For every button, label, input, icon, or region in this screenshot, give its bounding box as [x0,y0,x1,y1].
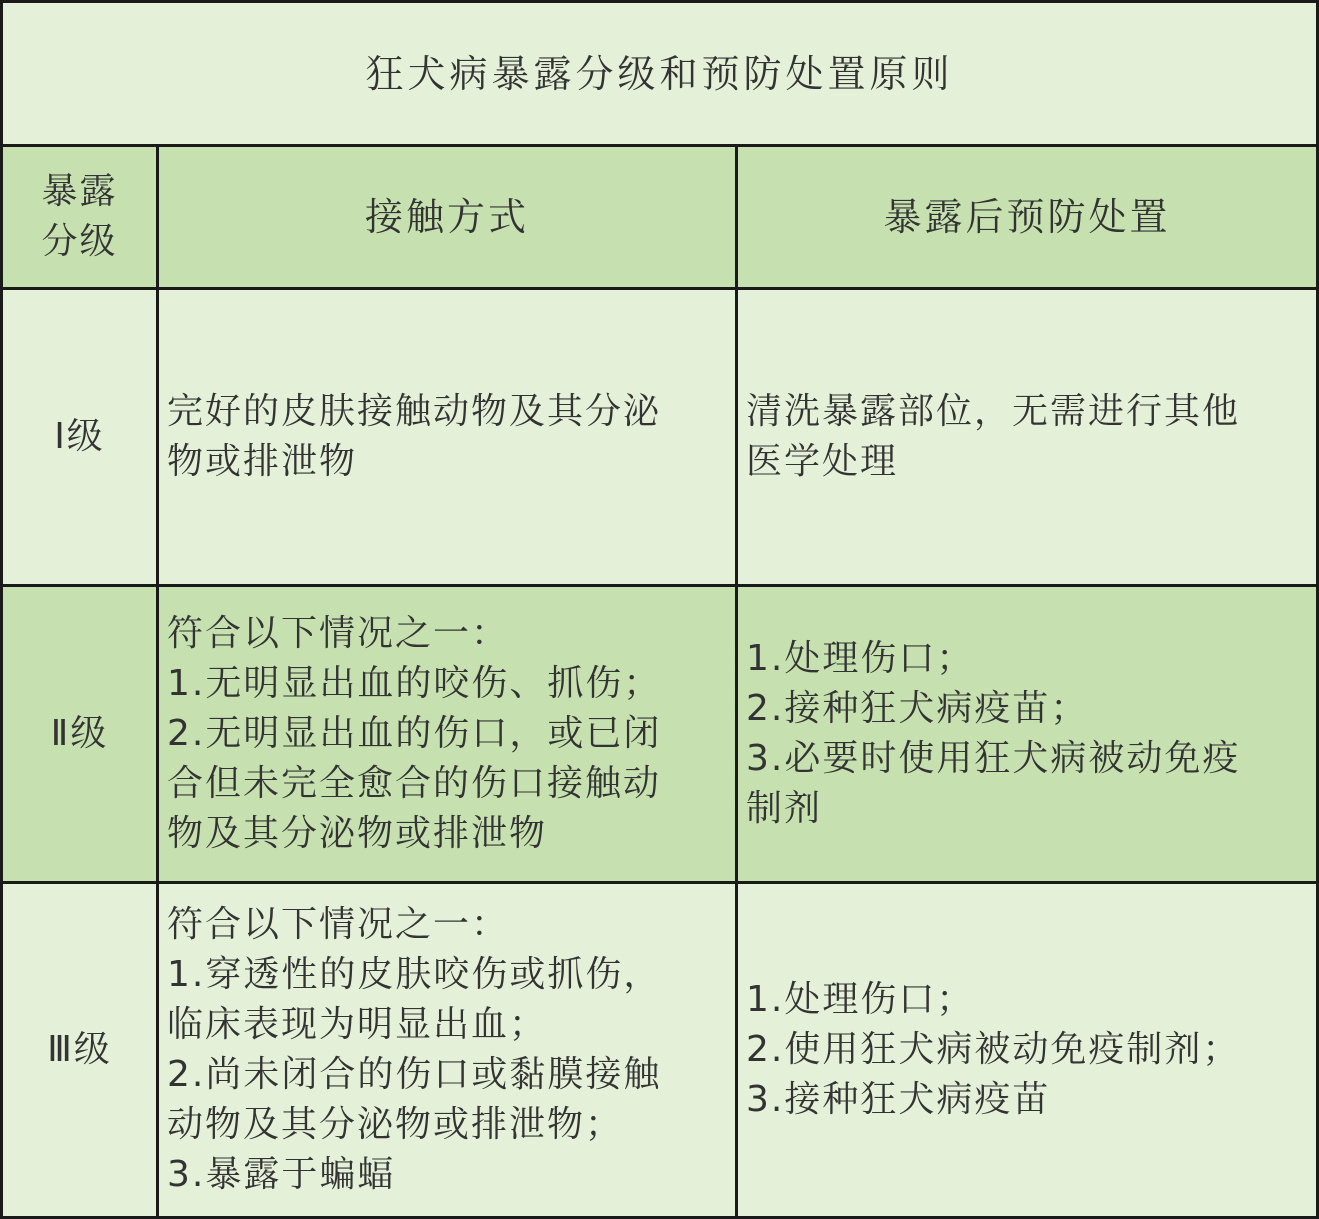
divider-row-2 [3,881,1316,884]
row-1-contact-line: 完好的皮肤接触动物及其分泌 [167,391,662,432]
row-1-prophylaxis-line: 医学处理 [746,441,899,482]
header-prophylaxis: 暴露后预防处置 [738,147,1316,287]
divider-title [3,144,1316,147]
row-3-prophylaxis [738,884,1316,1216]
row-2-contact-line: 合但未完全愈合的伤口接触动 [167,763,662,804]
divider-col-1 [156,144,159,1216]
header-grade-line-2: 分级 [41,221,118,262]
row-2-contact-line: 2.无明显出血的伤口，或已闭 [167,713,662,754]
row-3-prophylaxis-line: 3.接种狂犬病疫苗 [746,1079,1051,1120]
row-2-contact-line: 物及其分泌物或排泄物 [167,813,548,854]
row-3-prophylaxis-line: 2.使用狂犬病被动免疫制剂； [746,1029,1241,1070]
row-1-prophylaxis-line: 清洗暴露部位，无需进行其他 [746,391,1241,432]
row-1-contact-line: 物或排泄物 [167,441,358,482]
row-3-contact-line: 符合以下情况之一： [167,904,510,945]
row-2-contact-line: 符合以下情况之一： [167,613,510,654]
row-3-contact-line: 动物及其分泌物或排泄物； [167,1104,624,1145]
row-3-contact [159,884,735,1216]
row-3-prophylaxis-line: 1.处理伤口； [746,979,975,1020]
row-2-contact [159,587,735,881]
row-2-prophylaxis-line: 2.接种狂犬病疫苗； [746,688,1089,729]
row-1-prophylaxis [738,290,1316,584]
divider-col-2 [735,144,738,1216]
row-1-grade: Ⅰ级 [3,290,156,584]
row-2-prophylaxis-line: 3.必要时使用狂犬病被动免疫 [746,738,1241,779]
row-3-contact-line: 临床表现为明显出血； [167,1004,548,1045]
row-3-grade: Ⅲ级 [3,884,156,1216]
row-2-contact-line: 1.无明显出血的咬伤、抓伤； [167,663,662,704]
row-1-contact [159,290,735,584]
row-3-contact-line: 2.尚未闭合的伤口或黏膜接触 [167,1054,662,1095]
row-2-grade: Ⅱ级 [3,587,156,881]
divider-header [3,287,1316,290]
header-contact: 接触方式 [159,147,735,287]
table-title: 狂犬病暴露分级和预防处置原则 [3,3,1316,144]
header-grade [3,147,156,287]
row-3-contact-line: 3.暴露于蝙蝠 [167,1154,396,1195]
row-2-prophylaxis-line: 制剂 [746,788,823,829]
row-2-prophylaxis-line: 1.处理伤口； [746,638,975,679]
divider-row-1 [3,584,1316,587]
row-2-prophylaxis [738,587,1316,881]
row-3-contact-line: 1.穿透性的皮肤咬伤或抓伤， [167,954,662,995]
header-grade-line-1: 暴露 [41,171,118,212]
